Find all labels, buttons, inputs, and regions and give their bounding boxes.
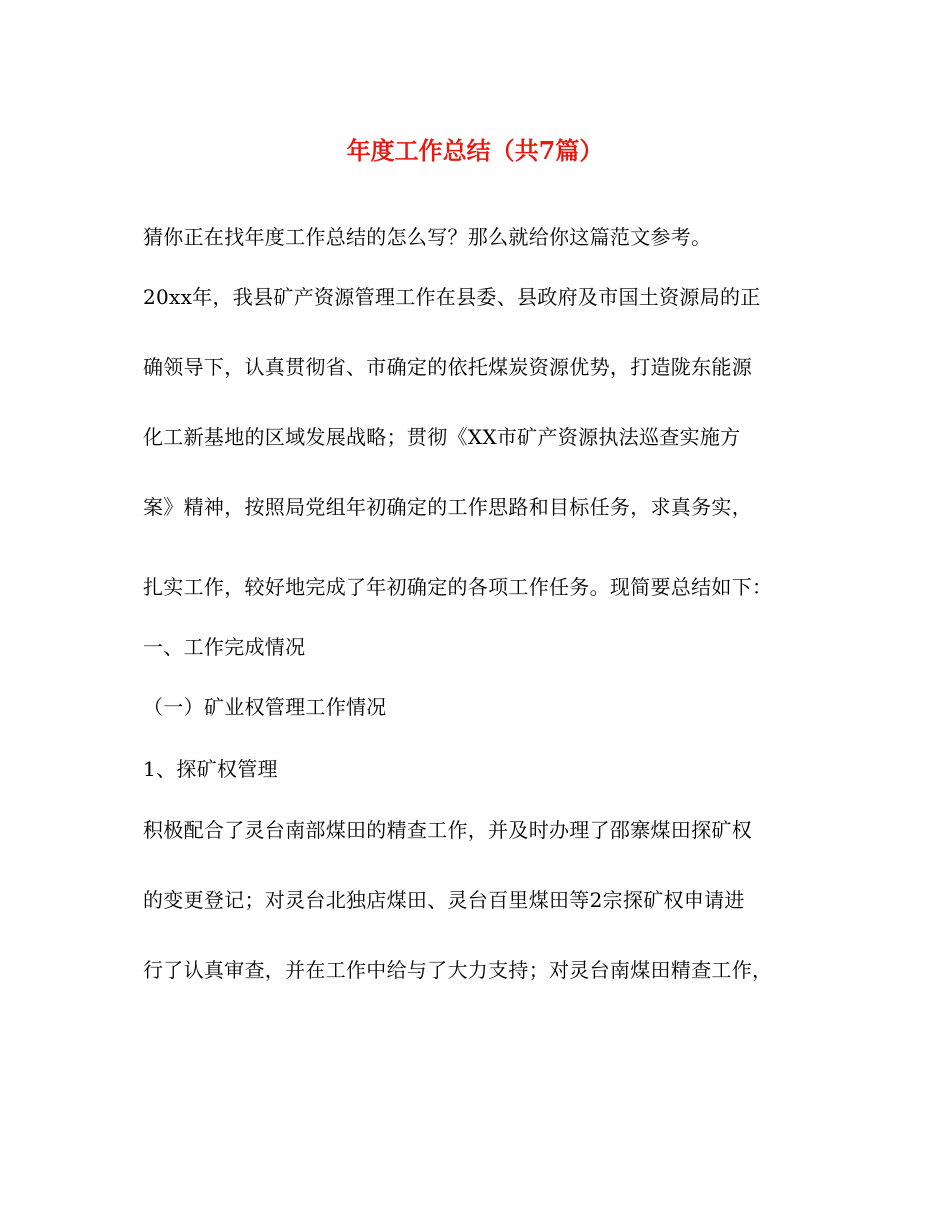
paragraph-line: 行了认真审查，并在工作中给与了大力支持；对灵台南煤田精查工作， [143, 958, 773, 982]
subsection-heading-1: （一）矿业权管理工作情况 [143, 695, 387, 719]
document-title: 年度工作总结（共7篇） [346, 136, 604, 165]
paragraph-line: 20xx年，我县矿产资源管理工作在县委、县政府及市国土资源局的正 [143, 285, 761, 309]
paragraph-line: 的变更登记；对灵台北独店煤田、灵台百里煤田等2宗探矿权申请进 [143, 888, 745, 912]
paragraph-line: 扎实工作，较好地完成了年初确定的各项工作任务。现简要总结如下： [143, 575, 773, 599]
paragraph-line-intro: 猜你正在找年度工作总结的怎么写？那么就给你这篇范文参考。 [143, 225, 712, 249]
paragraph-line: 案》精神，按照局党组年初确定的工作思路和目标任务，求真务实， [143, 495, 752, 519]
paragraph-line: 确领导下，认真贯彻省、市确定的依托煤炭资源优势，打造陇东能源 [143, 355, 752, 379]
paragraph-line: 化工新基地的区域发展战略；贯彻《XX市矿产资源执法巡查实施方 [143, 425, 741, 449]
section-heading-1: 一、工作完成情况 [143, 635, 306, 659]
paragraph-line: 积极配合了灵台南部煤田的精查工作，并及时办理了邵寨煤田探矿权 [143, 818, 752, 842]
item-heading-1: 1、探矿权管理 [143, 757, 278, 781]
